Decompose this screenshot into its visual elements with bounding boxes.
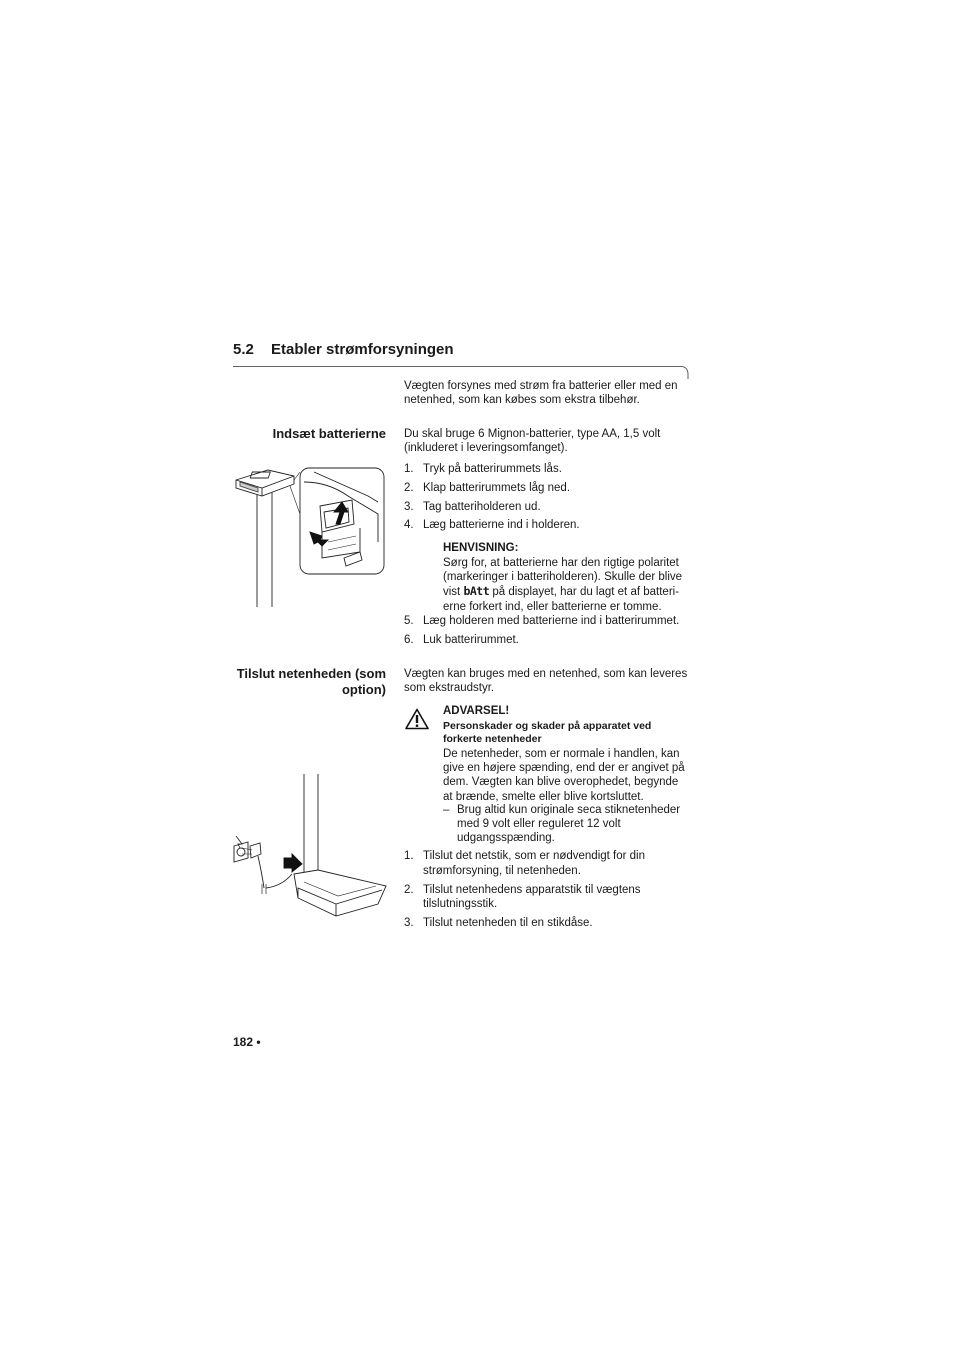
page-number: 182 • (233, 1035, 261, 1049)
warning-bullet-text: Brug altid kun originale seca stiknetenheder med 9 volt eller reguleret 12 volt udgangsspænding. (457, 804, 681, 845)
intro-paragraph: Vægten forsynes med strøm fra batterier eller med en netenhed, som kan købes som ekstra tilbehør. (404, 380, 678, 407)
warning-bullet-dash: – (443, 804, 450, 816)
list-item: 4. Læg batterierne ind i holderen. (404, 519, 580, 531)
lcd-display-text: bAtt (463, 584, 490, 599)
note-heading: HENVISNING: (443, 542, 519, 554)
mains-adapter-illustration (228, 770, 392, 920)
warning-heading: ADVARSEL! (443, 705, 510, 717)
list-item: 1. Tryk på batterirummets lås. (404, 463, 562, 475)
batteries-heading: Indsæt batterierne (272, 426, 386, 441)
batteries-description: Du skal bruge 6 Mignon-batterier, type AA, 1,5 volt (inkluderet i leveringsomfanget). (404, 428, 661, 455)
list-item: 2. Klap batterirummets låg ned. (404, 482, 571, 494)
mains-description: Vægten kan bruges med en netenhed, som kan leveres som ekstraudstyr. (404, 668, 688, 695)
section-rule (233, 366, 689, 380)
list-item: 2. Tilslut netenhedens apparatstik til vægtens tilslutningsstik. (404, 884, 641, 910)
list-item: 3. Tilslut netenheden til en stikdåse. (404, 917, 593, 929)
list-item: 1. Tilslut det netstik, som er nødvendigt for din strømforsyning, til netenheden. (404, 850, 646, 877)
list-item: 6. Luk batterirummet. (404, 634, 519, 646)
section-number: 5.2 (233, 341, 254, 358)
warning-text: De netenheder, som er normale i handlen, kan give en højere spænding, end der er angivet på dem. Vægten kan blive overophedet, begynde at brænde, smelte eller blive kortsluttet. (443, 748, 685, 803)
section-title-text: Etabler strømforsyningen (271, 341, 454, 358)
battery-illustration (228, 462, 388, 608)
mains-heading: Tilslut netenheden (som option) (236, 666, 386, 697)
note-text: Sørg for, at batterierne har den rigtige polaritet (markeringer i batteriholderen). Skulle der blive vist bAtt på displayet, har du lagt et af batteri- erne forkert ind, eller batterierne er tomme. (443, 557, 683, 613)
section-title (233, 341, 454, 358)
warning-subheading: Personskader og skader på apparatet ved forkerte netenheder (443, 720, 652, 745)
list-item: 5. Læg holderen med batterierne ind i batterirummet. (404, 615, 680, 627)
warning-icon (405, 708, 429, 730)
list-item: 3. Tag batteriholderen ud. (404, 501, 541, 513)
